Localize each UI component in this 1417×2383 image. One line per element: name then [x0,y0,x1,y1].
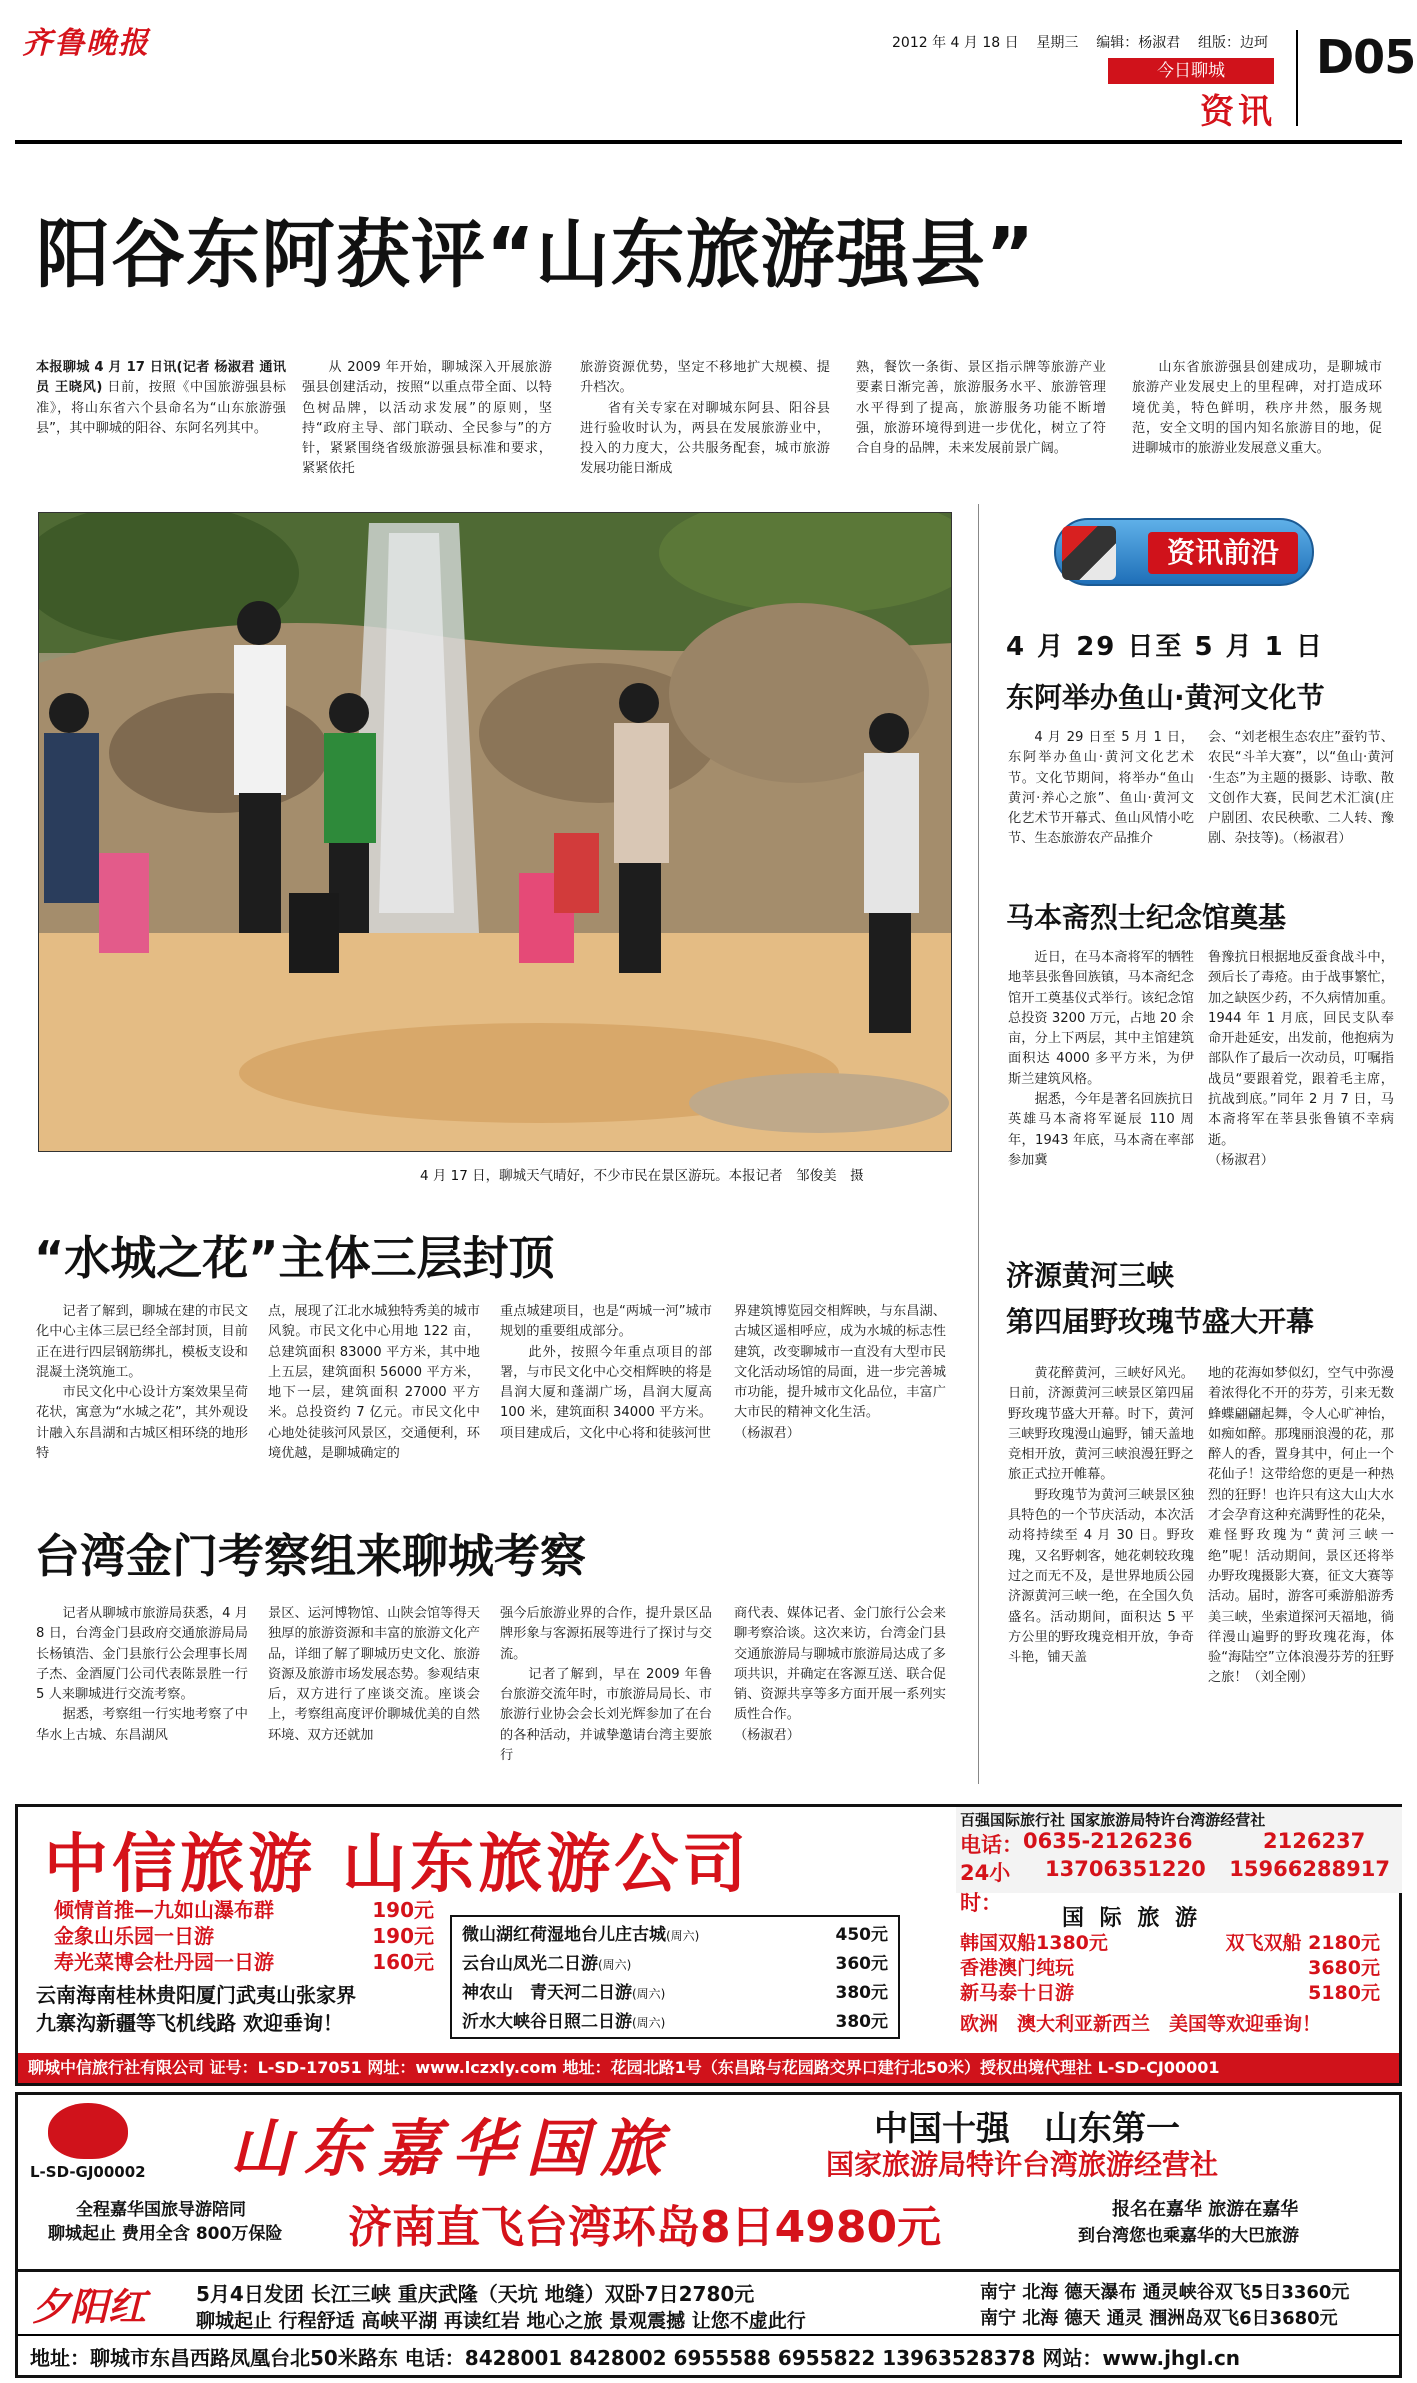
lead-col-1 [36,358,286,488]
ad1-intl-title: 国 际 旅 游 [1062,1906,1201,1931]
article2-col-4: 界建筑博览园交相辉映，与东昌湖、古城区遥相呼应，成为水城的标志性建筑，改变聊城市一直没有大型市民文化活动场馆的局面，进一步完善城市功能，提升城市文化品位，丰富广大市民的精神文化生活。 （杨淑君） [734,1304,946,1441]
article2-col-1: 记者了解到，聊城在建的市民文化中心主体三层已经全部封顶，目前正在进行四层钢筋绑扎，模板支设和混凝土浇筑施工。 市民文化中心设计方案效果呈荷花状，寓意为“水城之花”，其外观设计融入东昌湖和古城区相环绕的地形特 [36,1304,248,1462]
ad1-left-note-2: 九寨沟新疆等飞机线路 欢迎垂询！ [36,2011,343,2035]
ad1-phone-row [960,1829,1390,1859]
ad1-contact-box [956,1807,1402,1915]
ad1-mid-name: 沂水大峡谷日照二日游 [462,2012,632,2032]
article2-col-3: 重点城建项目，也是“两城一河”城市规划的重要组成部分。 此外，按照今年重点项目的部署，与市民文化中心交相辉映的将是昌润大厦和蓬湖广场，昌润大厦高 100 米，建筑面积 34000 平方米。项目建成后，文化中心将和徒骇河世 [500,1304,712,1441]
section-name: 资讯 [1200,92,1276,132]
ad1-left-note-1: 云南海南桂林贵阳厦门武夷山张家界 [36,1983,356,2007]
ad-jiahua [15,2092,1402,2272]
ad1-intl-item [960,1981,1380,2006]
ad1-mid-tag: (周六) [632,2016,666,2030]
article3-col-4: 商代表、媒体记者、金门旅行公会来聊考察洽谈。这次来访，台湾金门县交通旅游局与聊城市旅游局达成了多项共识，并确定在客源互送、联合促销、资源共享等多方面开展一系列实质性合作。 （杨淑君） [734,1606,946,1743]
ad3-divider [18,2334,1399,2336]
ad1-left-name: 倾情首推—九如山瀑布群 [54,1898,274,1922]
lead-byline: 本报聊城 4 月 17 日讯(记者 杨淑君 通讯员 王晓风) [36,360,286,396]
sidebar-badge-label: 资讯前沿 [1148,532,1298,574]
masthead-divider [1296,30,1298,126]
sidebar-badge [1054,518,1314,586]
lead-text-1: 日前，按照《中国旅游强县标准》，将山东省六个县命名为“山东旅游强县”，其中聊城的阳谷、东阿名列其中。 [36,380,286,436]
ad-zhongxin [15,1804,1402,2086]
top-rule [15,140,1402,144]
ad1-left-item [54,1923,434,1949]
news-photo [38,512,952,1152]
column-divider [978,504,979,1784]
ad1-contact-title: 百强国际旅行社 国家旅游局特许台湾游经营社 [960,1811,1266,1829]
photo-caption: 4 月 17 日，聊城天气晴好，不少市民在景区游玩。本报记者 邹俊美 摄 [420,1168,864,1184]
ad3-right-2: 南宁 北海 德天 通灵 涠洲岛双飞6日3680元 [980,2308,1338,2329]
item1-date: 4 月 29 日至 5 月 1 日 [1006,632,1324,662]
ad2-title: 山东嘉华国旅 [230,2112,675,2185]
page-number: D05 [1316,30,1416,84]
jiahua-logo-icon [48,2103,128,2159]
ad1-title: 中信旅游 山东旅游公司 [44,1828,751,1902]
ad1-phone-label: 电话： [960,1833,1023,1857]
ad1-phone-2: 2126237 [1263,1829,1366,1853]
ad1-left-price: 190元 [372,1924,434,1948]
ad1-footer: 聊城中信旅行社有限公司 证号：L-SD-17051 网址：www.lczxly.com 地址：花园北路1号（东昌路与花园路交界口建行北50米）授权出境代理社 L-SD-CJ00001 [18,2053,1399,2083]
ad1-mid-tag: (周六) [632,1987,666,2001]
ad3-brand: 夕阳红 [32,2284,147,2329]
lead-col-3: 旅游资源优势，坚定不移地扩大规模、提升档次。 省有关专家在对聊城东阿县、阳谷县进行验收时认为，两县在发展旅游业中，投入的力度大，公共服务配套，城市旅游发展功能日渐成 [580,360,830,477]
ad1-intl-a: 香港澳门纯玩 [960,1957,1075,1979]
item1-col-2: 会、“刘老根生态农庄”蚕钓节、农民“斗羊大赛”，以“鱼山·黄河·生态”为主题的摄影、诗歌、散文创作大赛，民间艺术汇演(庄户剧团、农民秧歌、二人转、豫剧、杂技等)。（杨淑君） [1208,730,1394,847]
ad-xiyanghong [15,2272,1402,2378]
article3-col-2: 景区、运河博物馆、山陕会馆等得天独厚的旅游资源和丰富的旅游文化产品，详细了解了聊城历史文化、旅游资源及旅游市场发展态势。参观结束后，双方进行了座谈交流。座谈会上，考察组高度评价聊城优美的自然环境、双方还就加 [268,1606,480,1743]
ad1-intl-a: 新马泰十日游 [960,1982,1075,2004]
ad1-mid-box [450,1915,900,2039]
ad2-slogan-1: 中国十强 山东第一 [874,2109,1180,2149]
ad2-note-2: 聊城起止 费用全含 800万保险 [48,2224,283,2244]
lead-col-5: 山东省旅游强县创建成功，是聊城市旅游产业发展史上的里程碑，对打造成环境优美，特色鲜明，秩序井然，服务规范，安全文明的国内知名旅游目的地，促进聊城市的旅游业发展意义重大。 [1132,360,1382,457]
main-headline: 阳谷东阿获评“山东旅游强县” [36,212,1036,298]
ad2-license: L-SD-GJ00002 [30,2163,146,2181]
ad1-intl-list [960,1931,1380,2006]
newspaper-logo: 齐鲁晚报 [22,26,150,61]
item1-title: 东阿举办鱼山·黄河文化节 [1006,681,1325,714]
ad1-intl-b: 3680元 [1308,1957,1380,1979]
ad1-mid-name: 神农山 青天河二日游 [462,1983,632,2003]
ad2-slogan-2: 国家旅游局特许台湾旅游经营社 [826,2148,1219,2181]
item1-col-1: 4 月 29 日至 5 月 1 日，东阿举办鱼山·黄河文化艺术节。文化节期间，将举办“鱼山黄河·养心之旅”、鱼山·黄河文化艺术节开幕式、鱼山风情小吃节、生态旅游农产品推介 [1008,730,1194,847]
ad3-right-1: 南宁 北海 德天瀑布 通灵峡谷双飞5日3360元 [980,2282,1350,2303]
article2-title: “水城之花”主体三层封顶 [34,1231,555,1285]
ad1-left-price: 160元 [372,1950,434,1974]
ad1-h24-label: 24小时： [960,1861,1011,1915]
ad1-left-list [54,1897,434,1975]
ad1-mid-tag: (周六) [666,1929,700,1943]
article2-col-2: 点，展现了江北水城独特秀美的城市风貌。市民文化中心用地 122 亩，总建筑面积 83000 平方米，其中地上五层，建筑面积 56000 平方米，地下一层，建筑面积 27000 平方米。总投资约 7 亿元。市民文化中心地处徒骇河风景区，交通便利，环境优越，是聊城确定的 [268,1304,480,1462]
ad2-note-1: 全程嘉华国旅导游陪同 [76,2200,246,2220]
ad1-intl-b: 双飞双船 2180元 [1225,1932,1380,1954]
cube-icon [1062,526,1116,580]
ad2-right-1: 报名在嘉华 旅游在嘉华 [1112,2199,1299,2220]
ad1-mid-tag: (周六) [598,1958,632,1972]
ad1-mid-name: 云台山凤光二日游 [462,1954,598,1974]
ad1-phone-1: 0635-2126236 [1023,1829,1193,1853]
ad1-mid-name: 微山湖红荷湿地台儿庄古城 [462,1925,666,1945]
ad1-mobile-1: 13706351220 [1044,1857,1206,1881]
ad1-left-item [54,1949,434,1975]
ad1-left-item [54,1897,434,1923]
ad1-intl-item [960,1931,1380,1956]
ad1-mid-price: 380元 [835,1983,888,2003]
ad1-intl-b: 5180元 [1308,1982,1380,2004]
ad2-right-2: 到台湾您也乘嘉华的大巴旅游 [1078,2226,1299,2246]
ad1-mid-price: 360元 [835,1954,888,1974]
lead-col-4: 熟，餐饮一条街、景区指示牌等旅游产业要素日渐完善，旅游服务水平、旅游管理水平得到了提高，旅游服务功能不断增强，旅游环境得到进一步优化，树立了符合自身的品牌，未来发展前景广阔。 [856,360,1106,457]
article3-title: 台湾金门考察组来聊城考察 [34,1529,586,1583]
item3-title-1: 济源黄河三峡 [1006,1259,1175,1292]
item2-col-2: 鲁豫抗日根据地反蚕食战斗中，颈后长了毒疮。由于战事繁忙，加之缺医少药，不久病情加重。1944 年 1 月底，回民支队奉命开赴延安，出发前，他抱病为部队作了最后一次动员，叮嘱指战员“要跟着党，跟着毛主席，抗战到底。”同年 2 月 7 日，马本斋将军在莘县张鲁镇不幸病逝。 （杨淑君） [1208,950,1394,1168]
ad1-left-name: 金象山乐园一日游 [54,1924,214,1948]
ad1-mid-item [462,2008,888,2037]
ad1-mid-item [462,1950,888,1979]
ad1-intl-note: 欧洲 澳大利亚新西兰 美国等欢迎垂询！ [960,2013,1322,2035]
ad3-address: 地址：聊城市东昌西路凤凰台北50米路东 电话：8428001 8428002 6955588 6955822 13963528378 网站：www.jhgl.cn [30,2346,1241,2370]
ad1-left-price: 190元 [372,1898,434,1922]
item2-col-1: 近日，在马本斋将军的牺牲地莘县张鲁回族镇，马本斋纪念馆开工奠基仪式举行。该纪念馆总投资 3200 万元，占地 20 余亩，分上下两层，其中主馆建筑面积达 4000 多平方米，为伊斯兰建筑风格。 据悉，今年是著名回族抗日英雄马本斋将军诞辰 110 周年，1943 年底，马本斋在率部参加冀 [1008,950,1194,1168]
ad1-intl-a: 韩国双船1380元 [960,1932,1108,1954]
lead-col-2: 从 2009 年开始，聊城深入开展旅游强县创建活动，按照“以重点带全面、以特色树品牌，以活动求发展”的原则，坚持“政府主导、部门联动、全民参与”的方针，紧紧围绕省级旅游强县标准和要求，紧紧依托 [302,360,552,477]
ad1-mid-item [462,1921,888,1950]
ad1-left-name: 寿光菜博会杜丹园一日游 [54,1950,274,1974]
item3-title-2: 第四届野玫瑰节盛大开幕 [1006,1305,1315,1338]
item3-col-2: 地的花海如梦似幻，空气中弥漫着浓得化不开的芬芳，引来无数蜂蝶翩翩起舞，令人心旷神怡，如痴如醉。那瑰丽浪漫的花，那醉人的香，置身其中，何止一个花仙子！这带给您的更是一种热烈的狂野！也许只有这大山大水才会孕育这种充满野性的花朵，难怪野玫瑰为“黄河三峡一绝”呢！活动期间，景区还将举办野玫瑰摄影大赛，征文大赛等活动。届时，游客可乘游船游秀美三峡，坐索道探河天福地，徜徉漫山遍野的野玫瑰花海，体验“海陆空”立体浪漫芬芳的狂野之旅！（刘全刚） [1208,1366,1394,1686]
article3-col-1: 记者从聊城市旅游局获悉，4 月 8 日，台湾金门县政府交通旅游局局长杨镇浩、金门县旅行公会理事长周子杰、金酒厦门公司代表陈景胜一行 5 人来聊城进行交流考察。 据悉，考察组一行实地考察了中华水上古城、东昌湖风 [36,1606,248,1743]
ad3-line-1: 5月4日发团 长江三峡 重庆武隆（天坑 地缝）双卧7日2780元 [196,2282,755,2306]
photo-illustration [39,513,952,1152]
ad1-mid-item [462,1979,888,2008]
ad1-mobile-2: 15966288917 [1229,1857,1390,1881]
item2-title: 马本斋烈士纪念馆奠基 [1006,901,1287,934]
item3-col-1: 黄花醉黄河，三峡好风光。日前，济源黄河三峡景区第四届野玫瑰节盛大开幕。时下，黄河三峡野玫瑰漫山遍野，铺天盖地竞相开放，黄河三峡浪漫狂野之旅正式拉开帷幕。 野玫瑰节为黄河三峡景区独具特色的一个节庆活动，本次活动将持续至 4 月 30 日。野玫瑰，又名野刺客，她花刺较玫瑰过之而无不及，是世界地质公园济源黄河三峡一绝，在全国久负盛名。活动期间，面积达 5 平方公里的野玫瑰竞相开放，争奇斗艳，铺天盖 [1008,1366,1194,1666]
page-meta: 2012 年 4 月 18 日 星期三 编辑：杨淑君 组版：边珂 [892,35,1269,51]
ad1-mid-price: 450元 [835,1925,888,1945]
ad1-intl-item [960,1956,1380,1981]
section-tag: 今日聊城 [1108,58,1274,84]
article3-col-3: 强今后旅游业界的合作，提升景区品牌形象与客源拓展等进行了探讨与交流。 记者了解到，早在 2009 年鲁台旅游交流年时，市旅游局局长、市旅游行业协会会长刘光辉参加了在台的各种活动，并诚挚邀请台湾主要旅行 [500,1606,712,1764]
ad3-line-2: 聊城起止 行程舒适 高峡平湖 再读红岩 地心之旅 景观震撼 让您不虚此行 [196,2310,806,2332]
ad2-main-offer: 济南直飞台湾环岛8日4980元 [348,2202,942,2253]
ad1-mid-price: 380元 [835,2012,888,2032]
